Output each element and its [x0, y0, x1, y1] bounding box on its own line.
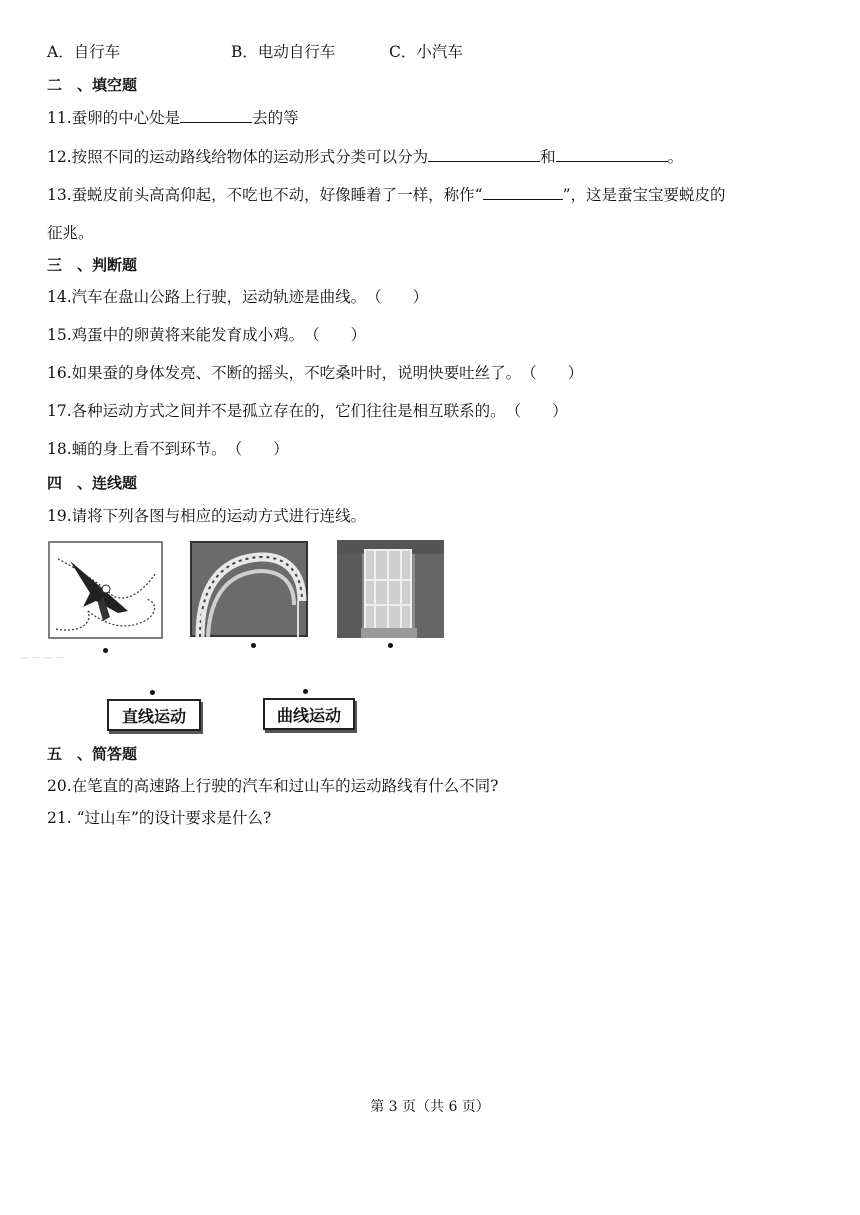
question-14: [47, 286, 428, 308]
option-c: C．小汽车: [389, 43, 463, 61]
q14-answer-paren[interactable]: （ ）: [366, 288, 429, 306]
section-heading-fill: 二 、填空题: [47, 76, 138, 94]
q14-text: 14.汽车在盘山公路上行驶，运动轨迹是曲线。: [47, 288, 367, 306]
q15-answer-paren[interactable]: （ ）: [304, 326, 367, 344]
question-21: 21. “过山车”的设计要求是什么?: [47, 809, 272, 827]
q17-answer-paren[interactable]: （ ）: [505, 402, 568, 420]
q18-text: 18.蛹的身上看不到环节。: [47, 440, 227, 458]
q13-continuation: 征兆。: [47, 224, 94, 242]
elevator-image: [337, 540, 444, 638]
q13-text-before: 13.蚕蜕皮前头高高仰起，不吃也不动，好像睡着了一样，称作“: [47, 186, 483, 204]
page-number-footer: 第 3 页（共 6 页）: [370, 1099, 490, 1115]
q13-text-after: ”，这是蚕宝宝要蜕皮的: [562, 186, 726, 204]
q11-text-before: 11.蚕卵的中心处是: [47, 109, 181, 127]
q16-text: 16.如果蚕的身体发亮、不断的摇头，不吃桑叶时，说明快要吐丝了。: [47, 364, 522, 382]
scan-bleed-mark: — — — —: [20, 653, 65, 663]
section-heading-judge: 三 、判断题: [47, 256, 138, 274]
section-heading-connect: 四 、连线题: [47, 474, 138, 492]
question-19: 19.请将下列各图与相应的运动方式进行连线。: [47, 507, 367, 525]
q11-blank[interactable]: [180, 106, 252, 123]
q12-text-after: 。: [667, 148, 684, 166]
roller-coaster-image: [190, 541, 308, 637]
connect-dot-box-straight[interactable]: [150, 690, 155, 695]
section-heading-short: 五 、简答题: [47, 745, 138, 763]
eagle-flight-image: [48, 541, 163, 639]
question-18: [47, 438, 289, 460]
q18-answer-paren[interactable]: （ ）: [226, 440, 289, 458]
connect-dot-image-3[interactable]: [388, 643, 393, 648]
connect-dot-box-curve[interactable]: [303, 689, 308, 694]
q12-text-mid: 和: [540, 148, 556, 166]
option-b: B．电动自行车: [231, 43, 336, 61]
q15-text: 15.鸡蛋中的卵黄将来能发育成小鸡。: [47, 326, 305, 344]
question-13: [47, 183, 726, 206]
question-12: [47, 145, 683, 168]
q11-text-after: 去的等: [252, 109, 299, 127]
q12-blank-1[interactable]: [428, 145, 540, 162]
q12-blank-2[interactable]: [556, 145, 668, 162]
q13-blank[interactable]: [483, 183, 563, 200]
q17-text: 17.各种运动方式之间并不是孤立存在的，它们往往是相互联系的。: [47, 402, 506, 420]
question-15: [47, 324, 366, 346]
question-11: [47, 106, 299, 129]
connect-dot-image-2[interactable]: [251, 643, 256, 648]
q16-answer-paren[interactable]: （ ）: [521, 364, 584, 382]
option-a: A．自行车: [47, 43, 121, 61]
curve-motion-box: 曲线运动: [263, 698, 355, 730]
question-17: [47, 400, 568, 422]
question-16: [47, 362, 583, 384]
straight-motion-box: 直线运动: [107, 699, 201, 731]
question-20: 20.在笔直的高速路上行驶的汽车和过山车的运动路线有什么不同?: [47, 777, 499, 795]
q12-text-before: 12.按照不同的运动路线给物体的运动形式分类可以分为: [47, 148, 429, 166]
connect-dot-image-1[interactable]: [103, 648, 108, 653]
